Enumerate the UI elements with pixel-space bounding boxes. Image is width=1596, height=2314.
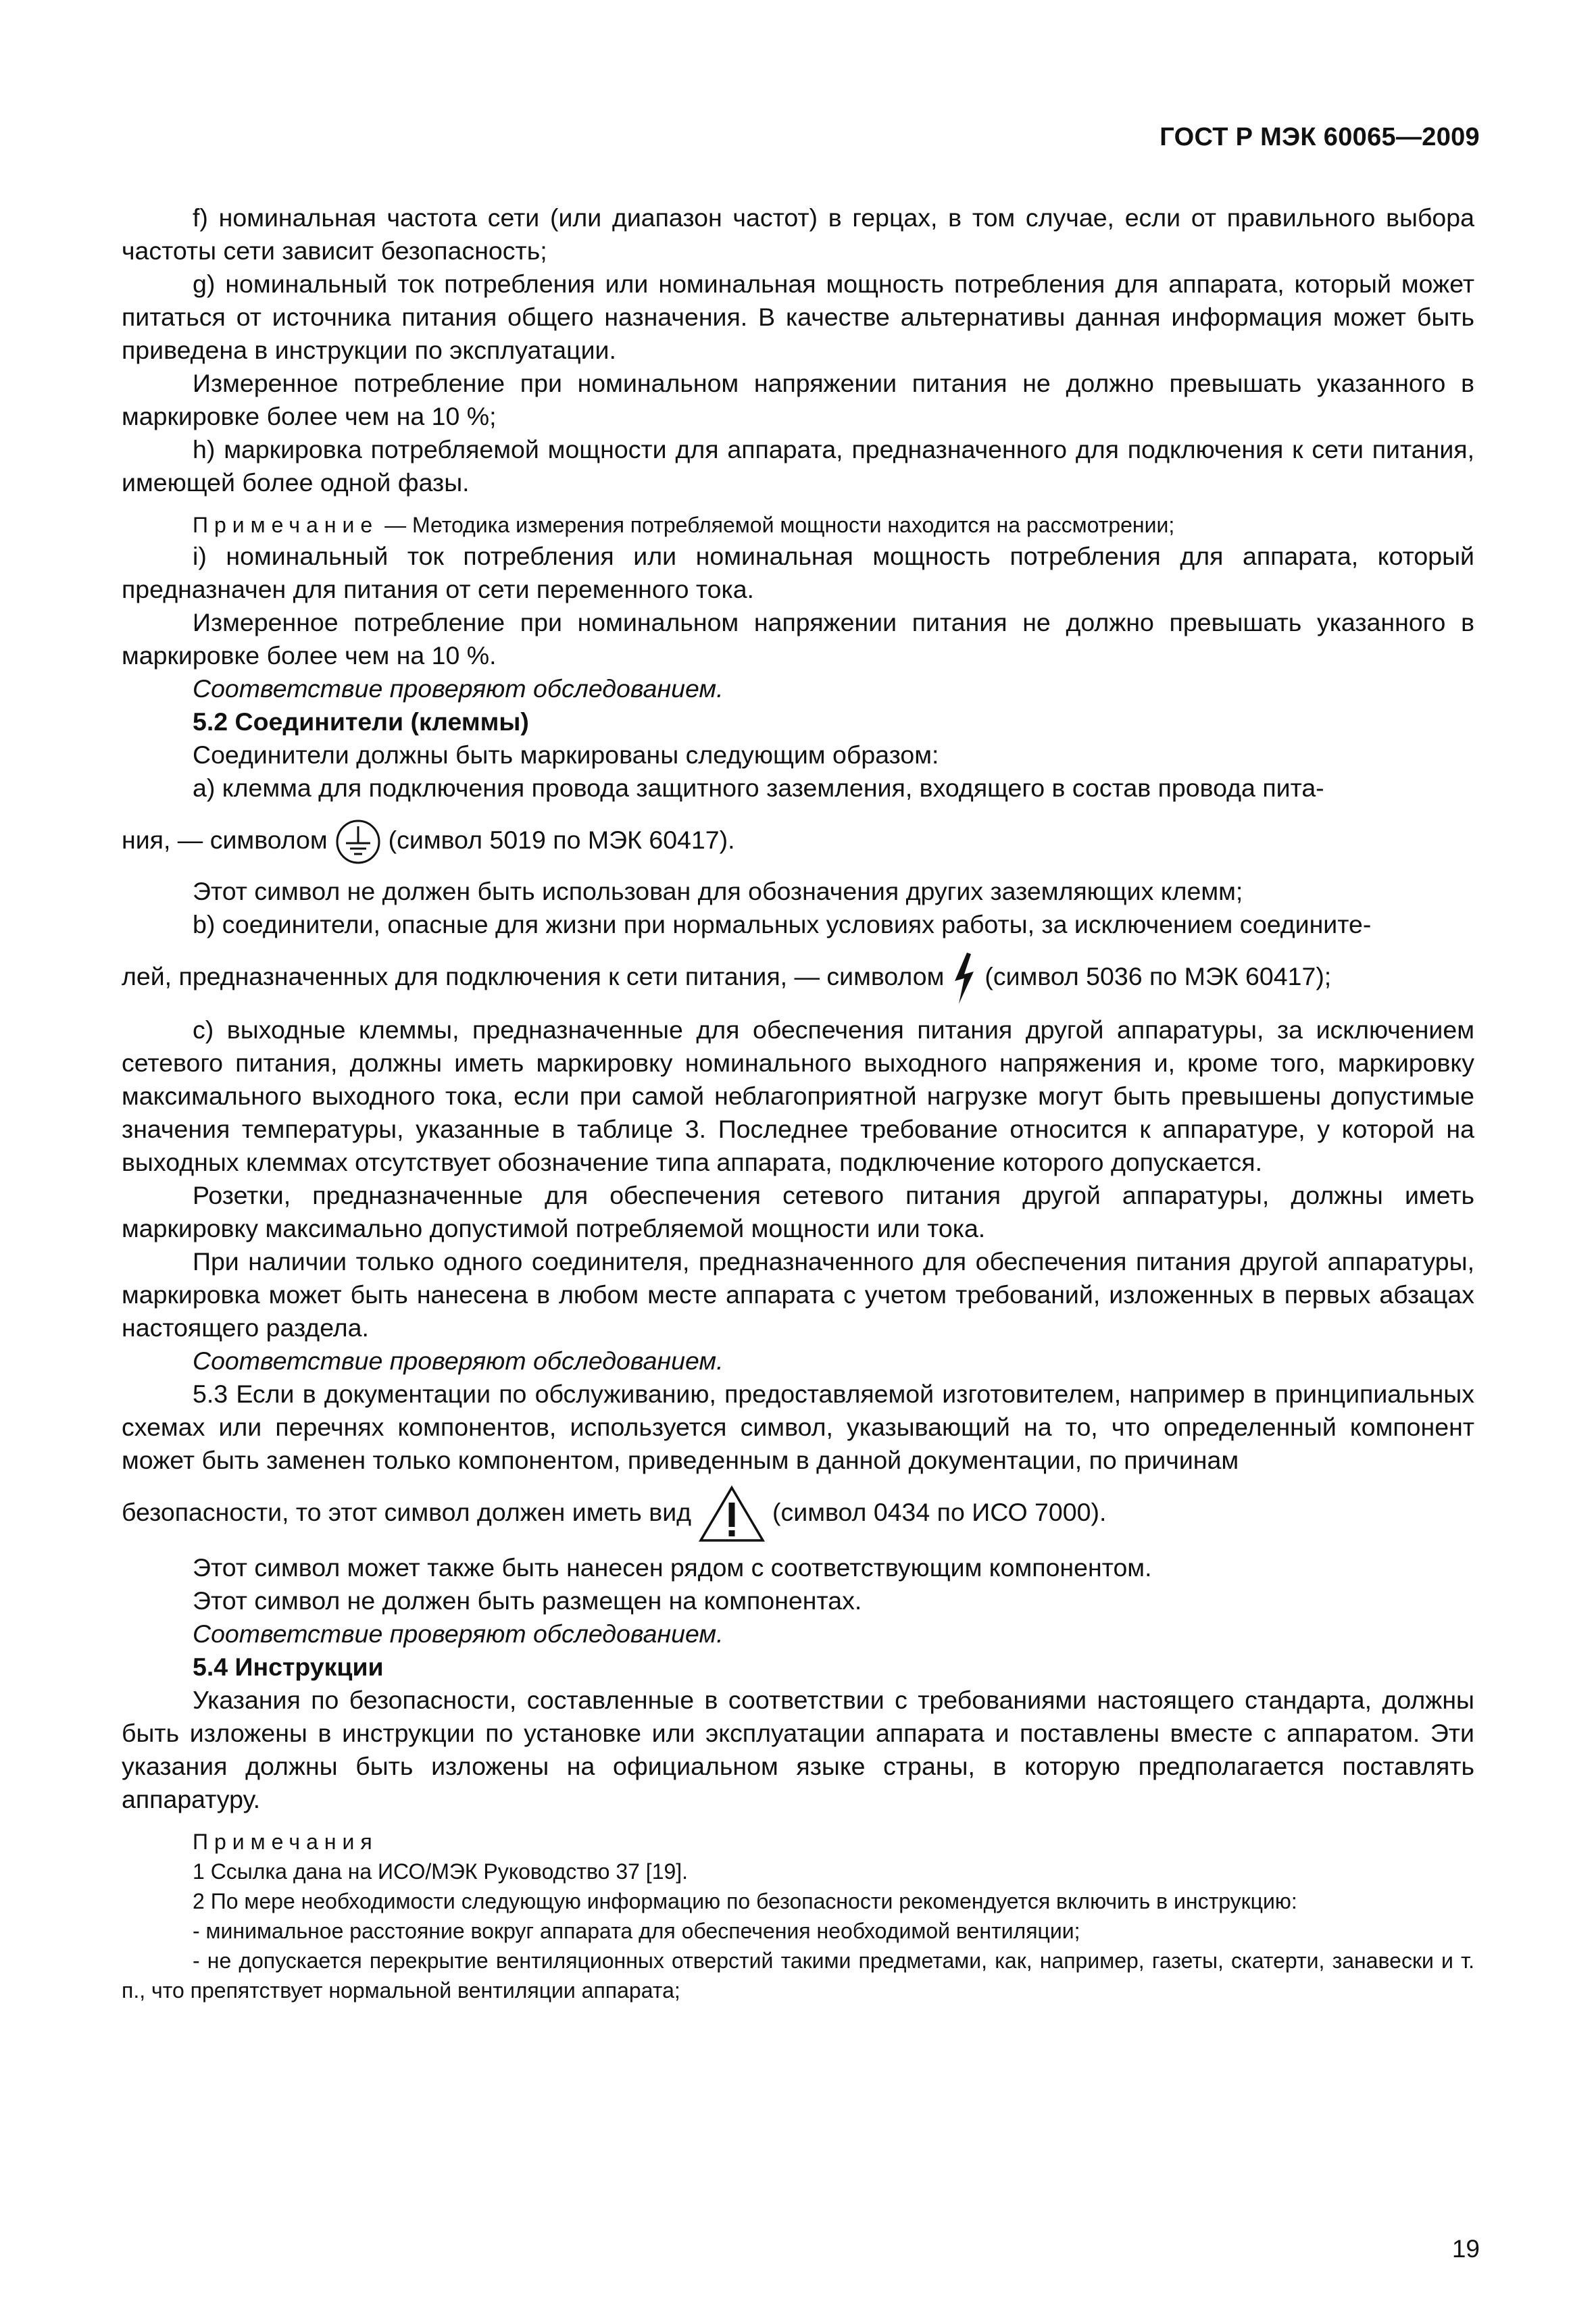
measured-consumption-1: Измеренное потребление при номинальном напряжении питания не должно превышать указанного в маркировке более чем на 10 %; bbox=[122, 369, 1474, 430]
item-a-line2: ния, — символом (символ 5019 по МЭК 60417). bbox=[122, 813, 1474, 867]
item-h: h) маркировка потребляемой мощности для аппарата, предназначенного для подключения к сети питания, имеющей более одной фазы. bbox=[122, 435, 1474, 497]
section-5-3-text: 5.3 Если в документации по обслуживанию, предоставляемой изготовителем, например в принципиальных схемах или перечнях компонентов, используется символ, указывающий на то, что определенный компонент может быть заменен только компонентом, приведенным в данной документации, по причинам bbox=[122, 1380, 1474, 1475]
page-body bbox=[122, 201, 1474, 2005]
note-2-item-vents-covering: - не допускается перекрытие вентиляционных отверстий такими предметами, как, например, газеты, скатерти, занавески и т. п., что препятствует нормальной вентиляции аппарата; bbox=[122, 1948, 1474, 2003]
section-5-2-title: 5.2 Соединители (клеммы) bbox=[193, 707, 529, 736]
note-2-item-ventilation-distance: - минимальное расстояние вокруг аппарата для обеспечения необходимой вентиляции; bbox=[193, 1919, 1080, 1944]
measured-consumption-2: Измеренное потребление при номинальном напряжении питания не должно превышать указанного в маркировке более чем на 10 %. bbox=[122, 608, 1474, 670]
section-5-2-intro: Соединители должны быть маркированы следующим образом: bbox=[193, 740, 939, 769]
section-5-3-symbol-line: безопасности, то этот символ должен иметь вид (символ 0434 по ИСО 7000). bbox=[122, 1485, 1474, 1543]
protective-earth-icon bbox=[334, 818, 382, 865]
notes-heading: Примечания bbox=[193, 1830, 378, 1855]
note-2: 2 По мере необходимости следующую информацию по безопасности рекомендуется включить в инструкцию: bbox=[193, 1889, 1297, 1914]
sockets-paragraph: Розетки, предназначенные для обеспечения сетевого питания другой аппаратуры, должны иметь маркировку максимально допустимой потребляемой мощности или тока. bbox=[122, 1181, 1474, 1243]
section-5-3-note-2: Этот символ не должен быть размещен на компонентах. bbox=[193, 1586, 862, 1615]
compliance-note-1: Соответствие проверяют обследованием. bbox=[193, 674, 724, 703]
single-connector-paragraph: При наличии только одного соединителя, предназначенного для обеспечения питания другой аппаратуры, маркировка может быть нанесена в любом месте аппарата с учетом требований, изложенных в первых абзацах настоящего раздела. bbox=[122, 1247, 1474, 1342]
item-f: f) номинальная частота сети (или диапазон частот) в герцах, в том случае, если от правильного выбора частоты сети зависит безопасность; bbox=[122, 203, 1474, 265]
compliance-note-3: Соответствие проверяют обследованием. bbox=[193, 1619, 724, 1649]
note-1: 1 Ссылка дана на ИСО/МЭК Руководство 37 [19]. bbox=[193, 1859, 689, 1884]
item-g: g) номинальный ток потребления или номинальная мощность потребления для аппарата, который может питаться от источника питания общего назначения. В качестве альтернативы данная информация может быть приведена в инструкции по эксплуатации. bbox=[122, 270, 1474, 364]
page-number: 19 bbox=[1451, 2235, 1480, 2263]
section-5-4-title: 5.4 Инструкции bbox=[193, 1653, 384, 1682]
item-a-line1: a) клемма для подключения провода защитного заземления, входящего в состав провода пита- bbox=[193, 774, 1324, 802]
warning-triangle-icon bbox=[698, 1485, 766, 1543]
item-i: i) номинальный ток потребления или номинальная мощность потребления для аппарата, который предназначен для питания от сети переменного тока. bbox=[122, 542, 1474, 603]
item-b-line1: b) соединители, опасные для жизни при нормальных условиях работы, за исключением соедините- bbox=[193, 910, 1372, 938]
item-a-note: Этот символ не должен быть использован для обозначения других заземляющих клемм; bbox=[193, 877, 1243, 905]
compliance-note-2: Соответствие проверяют обследованием. bbox=[193, 1347, 724, 1376]
item-c: c) выходные клеммы, предназначенные для обеспечения питания другой аппаратуры, за исключением сетевого питания, должны иметь маркировку номинального выходного напряжения и, кроме того, маркировку максимального выходного тока, если при самой неблагоприятной нагрузке могут быть превышены допустимые значения температуры, указанные в таблице 3. Последнее требование относится к аппаратуре, у которой на выходных клеммах отсутствует обозначение типа аппарата, подключение которого допускается. bbox=[122, 1015, 1474, 1177]
section-5-3-note-1: Этот символ может также быть нанесен рядом с соответствующим компонентом. bbox=[193, 1553, 1152, 1582]
standard-header: ГОСТ Р МЭК 60065—2009 bbox=[1159, 123, 1480, 151]
item-b-line2: лей, предназначенных для подключения к сети питания, — символом (символ 5036 по МЭК 60417); bbox=[122, 949, 1474, 1005]
section-5-4-text: Указания по безопасности, составленные в соответствии с требованиями настоящего стандарта, должны быть изложены в инструкции по установке или эксплуатации аппарата и поставлены вместе с аппаратом. Эти указания должны быть изложены на официальном языке страны, в которую предполагается поставлять аппаратуру. bbox=[122, 1686, 1474, 1814]
note-measurement: Примечание — Методика измерения потребляемой мощности находится на рассмотрении; bbox=[193, 513, 1175, 537]
lightning-bolt-icon bbox=[951, 951, 978, 1005]
